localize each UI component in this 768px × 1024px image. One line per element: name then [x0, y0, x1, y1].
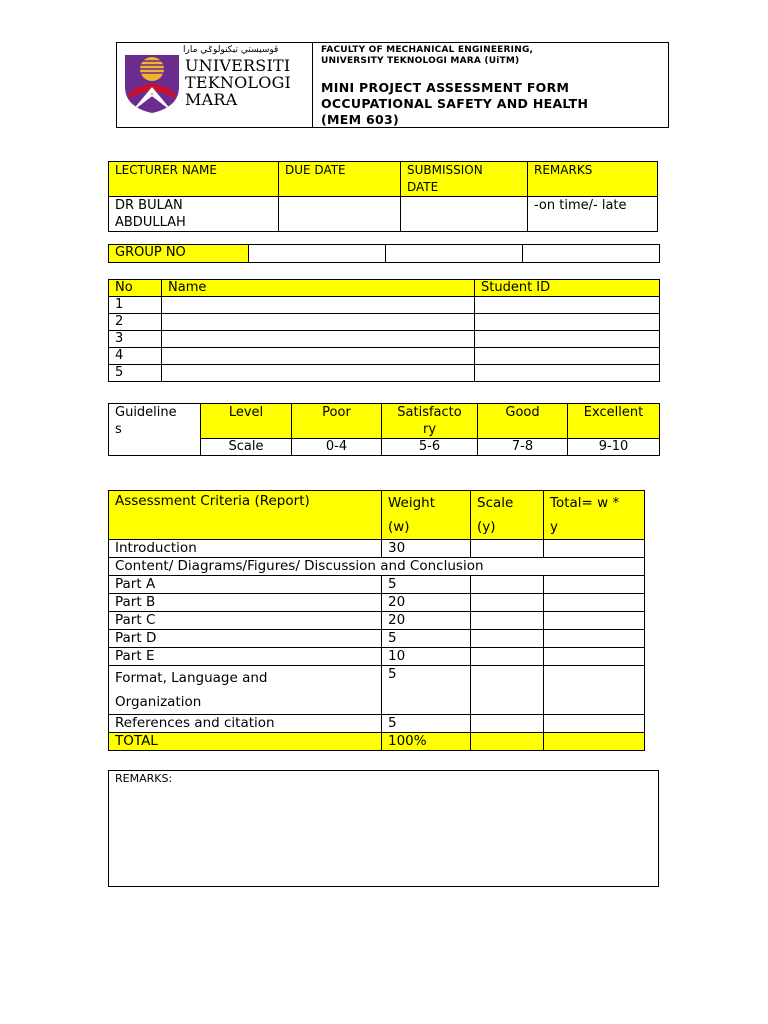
- submission-date-header: SUBMISSION DATE: [401, 162, 528, 197]
- name-header: Name: [162, 280, 475, 297]
- table-row: [109, 540, 645, 558]
- group-no-cell-3[interactable]: [523, 245, 660, 263]
- total-cell[interactable]: [544, 540, 645, 558]
- logo-line-1: UNIVERSITI: [185, 56, 291, 75]
- level-poor: Poor: [292, 404, 382, 439]
- no-header: No: [109, 280, 162, 297]
- criteria-label: Introduction: [109, 540, 382, 558]
- group-no-cell-1[interactable]: [249, 245, 386, 263]
- weight-value: 5: [382, 666, 471, 715]
- level-good: Good: [478, 404, 568, 439]
- member-id-cell[interactable]: [475, 348, 660, 365]
- scale-header: Scale (y): [471, 491, 544, 540]
- remarks-value[interactable]: -on time/- late: [528, 197, 658, 232]
- group-table: [108, 244, 660, 263]
- header-divider: [312, 43, 313, 127]
- criteria-label: Part C: [109, 612, 382, 630]
- remarks-header: REMARKS: [528, 162, 658, 197]
- criteria-label: Part D: [109, 630, 382, 648]
- due-date-header: DUE DATE: [279, 162, 401, 197]
- content-heading: Content/ Diagrams/Figures/ Discussion and Conclusion: [109, 558, 645, 576]
- submission-value-row: [109, 197, 658, 232]
- member-no: 5: [109, 365, 162, 382]
- level-excellent: Excellent: [568, 404, 660, 439]
- criteria-label: Format, Language and Organization: [109, 666, 382, 715]
- uitm-logo: [123, 45, 297, 115]
- total-weight: 100%: [382, 733, 471, 751]
- member-name-cell[interactable]: [162, 297, 475, 314]
- criteria-header: Assessment Criteria (Report): [109, 491, 382, 540]
- criteria-label: Part B: [109, 594, 382, 612]
- uitm-emblem-icon: [123, 49, 181, 115]
- guidelines-table: [108, 403, 660, 456]
- scale-cell[interactable]: [471, 576, 544, 594]
- level-label: Level: [201, 404, 292, 439]
- criteria-label: Part E: [109, 648, 382, 666]
- group-no-cell-2[interactable]: [386, 245, 523, 263]
- scale-good: 7-8: [478, 439, 568, 456]
- table-row: [109, 612, 645, 630]
- table-row: [109, 314, 660, 331]
- total-cell[interactable]: [544, 612, 645, 630]
- group-row: [109, 245, 660, 263]
- member-no: 2: [109, 314, 162, 331]
- scale-cell[interactable]: [471, 540, 544, 558]
- assessment-table: [108, 490, 645, 751]
- form-title-line-3: (MEM 603): [321, 112, 399, 127]
- total-header: Total= w * y: [544, 491, 645, 540]
- total-row: [109, 733, 645, 751]
- form-title-line-1: MINI PROJECT ASSESSMENT FORM: [321, 80, 570, 95]
- member-id-cell[interactable]: [475, 314, 660, 331]
- scale-cell[interactable]: [471, 630, 544, 648]
- total-cell[interactable]: [544, 648, 645, 666]
- total-label: TOTAL: [109, 733, 382, 751]
- member-name-cell[interactable]: [162, 331, 475, 348]
- criteria-label: References and citation: [109, 715, 382, 733]
- table-row: [109, 576, 645, 594]
- table-row: [109, 630, 645, 648]
- scale-satisfactory: 5-6: [382, 439, 478, 456]
- total-scale-cell[interactable]: [471, 733, 544, 751]
- form-header: [116, 42, 669, 128]
- scale-poor: 0-4: [292, 439, 382, 456]
- remarks-label: REMARKS:: [115, 772, 173, 785]
- scale-excellent: 9-10: [568, 439, 660, 456]
- guidelines-level-row: [109, 404, 660, 439]
- member-id-cell[interactable]: [475, 297, 660, 314]
- total-cell[interactable]: [544, 594, 645, 612]
- member-no: 1: [109, 297, 162, 314]
- member-id-cell[interactable]: [475, 331, 660, 348]
- group-no-label: GROUP NO: [109, 245, 249, 263]
- table-row: [109, 666, 645, 715]
- student-id-header: Student ID: [475, 280, 660, 297]
- weight-header: Weight (w): [382, 491, 471, 540]
- content-heading-row: [109, 558, 645, 576]
- due-date-value[interactable]: [279, 197, 401, 232]
- assessment-header-row: [109, 491, 645, 540]
- submission-header-row: [109, 162, 658, 197]
- weight-value: 20: [382, 612, 471, 630]
- scale-cell[interactable]: [471, 715, 544, 733]
- weight-value: 10: [382, 648, 471, 666]
- table-row: [109, 365, 660, 382]
- form-title-line-2: OCCUPATIONAL SAFETY AND HEALTH: [321, 96, 589, 111]
- weight-value: 20: [382, 594, 471, 612]
- table-row: [109, 297, 660, 314]
- weight-value: 5: [382, 630, 471, 648]
- table-row: [109, 594, 645, 612]
- table-row: [109, 715, 645, 733]
- submission-table: [108, 161, 658, 232]
- member-name-cell[interactable]: [162, 365, 475, 382]
- total-cell[interactable]: [544, 630, 645, 648]
- lecturer-name-header: LECTURER NAME: [109, 162, 279, 197]
- arabic-script: ڤوسيستي تيكنولوݢي مارا: [183, 45, 279, 55]
- scale-cell[interactable]: [471, 594, 544, 612]
- members-table: [108, 279, 660, 382]
- grand-total-cell[interactable]: [544, 733, 645, 751]
- logo-line-2: TEKNOLOGI: [185, 73, 292, 92]
- criteria-label: Part A: [109, 576, 382, 594]
- total-cell[interactable]: [544, 576, 645, 594]
- total-cell[interactable]: [544, 666, 645, 715]
- scale-cell[interactable]: [471, 666, 544, 715]
- weight-value: 5: [382, 576, 471, 594]
- faculty-line-2: UNIVERSITY TEKNOLOGI MARA (UiTM): [321, 56, 520, 66]
- lecturer-name-value: DR BULAN ABDULLAH: [109, 197, 279, 232]
- guidelines-label: Guideline s: [109, 404, 201, 456]
- faculty-line-1: FACULTY OF MECHANICAL ENGINEERING,: [321, 45, 534, 55]
- weight-value: 5: [382, 715, 471, 733]
- scale-cell[interactable]: [471, 612, 544, 630]
- table-row: [109, 331, 660, 348]
- logo-line-3: MARA: [185, 90, 238, 109]
- table-row: [109, 648, 645, 666]
- member-no: 3: [109, 331, 162, 348]
- members-header-row: [109, 280, 660, 297]
- scale-cell[interactable]: [471, 648, 544, 666]
- level-satisfactory: Satisfacto ry: [382, 404, 478, 439]
- member-name-cell[interactable]: [162, 314, 475, 331]
- scale-label: Scale: [201, 439, 292, 456]
- member-name-cell[interactable]: [162, 348, 475, 365]
- total-cell[interactable]: [544, 715, 645, 733]
- remarks-box[interactable]: [108, 770, 659, 887]
- weight-value: 30: [382, 540, 471, 558]
- member-no: 4: [109, 348, 162, 365]
- member-id-cell[interactable]: [475, 365, 660, 382]
- table-row: [109, 348, 660, 365]
- submission-date-value[interactable]: [401, 197, 528, 232]
